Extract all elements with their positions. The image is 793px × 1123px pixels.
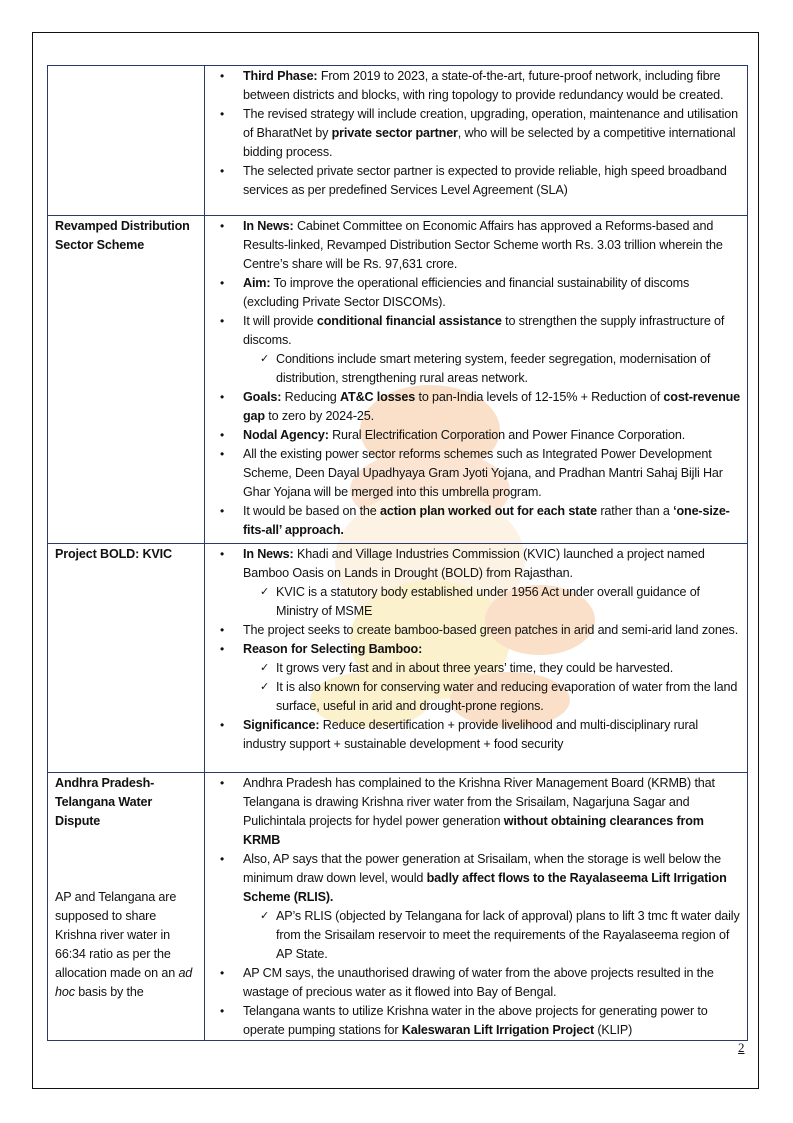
topic-cell [48, 66, 205, 216]
bullet-text: , who will be selected by a competitive international bidding process. [243, 126, 736, 159]
list-item [205, 388, 743, 426]
bullet-bold: ‘one-size-fits-all’ approach. [243, 504, 730, 537]
check-mark-icon: ✓ [260, 586, 270, 598]
bullet-text: (KLIP) [594, 1023, 633, 1037]
list-item [205, 640, 743, 716]
bullet-text: Rural Electrification Corporation and Power Finance Corporation. [328, 428, 686, 442]
bullet-lead: Goals: [243, 390, 282, 404]
notes-table [47, 65, 748, 1041]
bullet-bold: conditional financial assistance [316, 314, 502, 328]
bullet-lead: Reason for Selecting Bamboo: [243, 642, 423, 656]
table-row [48, 773, 748, 1041]
note-text: AP and Telangana are supposed to share Krishna river water in 66:34 ratio as per the allocation made on an [55, 890, 179, 980]
bullet-lead: Third Phase: [243, 69, 318, 83]
bullet-text: The revised strategy will include creation, upgrading, operation, maintenance and utilisation of BharatNet by [243, 107, 738, 140]
check-mark-icon: ✓ [260, 681, 270, 693]
bullet-text: Reducing [281, 390, 341, 404]
topic-cell [48, 216, 205, 544]
check-item [205, 678, 743, 716]
bullet-lead: In News: [243, 547, 294, 561]
bullet-text: From 2019 to 2023, a state-of-the-art, future-proof network, including fibre between districts and blocks, with ring topology to provide redundancy would be created. [243, 69, 724, 102]
note-text: basis by the [74, 985, 144, 999]
check-item [205, 350, 743, 388]
content-cell [205, 773, 748, 1041]
topic-title: Andhra Pradesh-Telangana Water Dispute [55, 776, 155, 828]
bullet-text: to strengthen the supply infrastructure of discoms. [243, 314, 725, 347]
check-mark-icon: ✓ [260, 353, 270, 365]
bullet-bold: private sector partner [331, 126, 458, 140]
table-row [48, 216, 748, 544]
content-cell [205, 544, 748, 773]
list-item [205, 217, 743, 274]
list-item [205, 274, 743, 312]
check-text: It is also known for conserving water and reducing evaporation of water from the land surface, useful in arid and drought-prone regions. [276, 680, 738, 713]
topic-cell [48, 773, 205, 1041]
list-item [205, 162, 743, 200]
bullet-bold: without obtaining clearances from KRMB [243, 814, 704, 847]
content-cell [205, 66, 748, 216]
list-item [205, 774, 743, 850]
bullet-text: The project seeks to create bamboo-based green patches in arid and semi-arid land zones. [243, 623, 739, 637]
topic-title: Project BOLD: KVIC [55, 547, 172, 561]
bullet-text: to pan-India levels of 12-15% + Reduction of [415, 390, 664, 404]
list-item [205, 426, 743, 445]
bullet-text: Khadi and Village Industries Commission (KVIC) launched a project named Bamboo Oasis on Lands in Drought (BOLD) from Rajasthan. [243, 547, 705, 580]
list-item [205, 1002, 743, 1040]
table-row [48, 544, 748, 773]
bullet-bold: AT&C losses [340, 390, 416, 404]
bullet-text: to zero by 2024-25. [264, 409, 374, 423]
bullet-text: It will provide [243, 314, 317, 328]
page-number: 2 [738, 1040, 745, 1055]
list-item [205, 545, 743, 621]
list-item [205, 445, 743, 502]
topic-cell [48, 544, 205, 773]
list-item [205, 312, 743, 388]
check-item [205, 659, 743, 678]
list-item [205, 964, 743, 1002]
list-item [205, 502, 743, 540]
check-text: KVIC is a statutory body established under 1956 Act under overall guidance of Ministry of MSME [276, 585, 700, 618]
list-item [205, 716, 743, 754]
check-text: AP’s RLIS (objected by Telangana for lack of approval) plans to lift 3 tmc ft water daily from the Srisailam reservoir to meet the requirements of the Rayalaseema region of AP State. [276, 909, 740, 961]
bullet-lead: Aim: [243, 276, 271, 290]
check-text: Conditions include smart metering system, feeder segregation, modernisation of distribution, strengthening rural areas network. [276, 352, 711, 385]
bullet-text: Reduce desertification + provide livelihood and multi-disciplinary rural industry support + sustainable development + food security [243, 718, 699, 751]
bullet-text: It would be based on the [243, 504, 380, 518]
check-text: It grows very fast and in about three years’ time, they could be harvested. [276, 661, 674, 675]
bullet-text: Also, AP says that the power generation at Srisailam, when the storage is well below the minimum draw down level, would [243, 852, 721, 885]
bullet-lead: Nodal Agency: [243, 428, 329, 442]
bullet-text: To improve the operational efficiencies and financial sustainability of discoms (excluding Private Sector DISCOMs). [243, 276, 690, 309]
check-mark-icon: ✓ [260, 662, 270, 674]
bullet-bold: Kaleswaran Lift Irrigation Project [401, 1023, 595, 1037]
bullet-text: Andhra Pradesh has complained to the Krishna River Management Board (KRMB) that Telangana is drawing Krishna river water from the Srisailam, Nagarjuna Sagar and Pulichintala projects for hydel power generation [243, 776, 715, 828]
check-item [205, 583, 743, 621]
bullet-text: The selected private sector partner is expected to provide reliable, high speed broadband services as per predefined Services Level Agreement (SLA) [243, 164, 727, 197]
note-italic: ad hoc [55, 966, 193, 999]
list-item [205, 105, 743, 162]
bullet-text: AP CM says, the unauthorised drawing of water from the above projects resulted in the wastage of precious water as it flowed into Bay of Bengal. [243, 966, 714, 999]
content-cell [205, 216, 748, 544]
bullet-bold: action plan worked out for each state [379, 504, 597, 518]
bullet-text: All the existing power sector reforms schemes such as Integrated Power Development Scheme, Deen Dayal Upadhyaya Gram Jyoti Yojana, and Pradhan Mantri Sahaj Bijli Har Ghar Yojana will be merged into this umbrella program. [243, 447, 723, 499]
bullet-text: Cabinet Committee on Economic Affairs has approved a Reforms-based and Results-linked, Revamped Distribution Sector Scheme worth Rs. 3.03 trillion wherein the Centre’s share will be Rs. 97,631 crore. [243, 219, 723, 271]
topic-title: Revamped Distribution Sector Scheme [55, 219, 190, 252]
topic-note [55, 888, 200, 1002]
list-item [205, 850, 743, 964]
bullet-text: Telangana wants to utilize Krishna water in the above projects for generating power to operate pumping stations for [243, 1004, 708, 1037]
bullet-bold: badly affect flows to the Rayalaseema Lift Irrigation Scheme (RLIS). [243, 871, 727, 904]
bullet-bold: cost-revenue gap [243, 390, 741, 423]
list-item [205, 67, 743, 105]
bullet-lead: In News: [243, 219, 294, 233]
table-row [48, 66, 748, 216]
bullet-lead: Significance: [243, 718, 320, 732]
check-mark-icon: ✓ [260, 910, 270, 922]
check-item [205, 907, 743, 964]
list-item [205, 621, 743, 640]
bullet-text: rather than a [596, 504, 674, 518]
